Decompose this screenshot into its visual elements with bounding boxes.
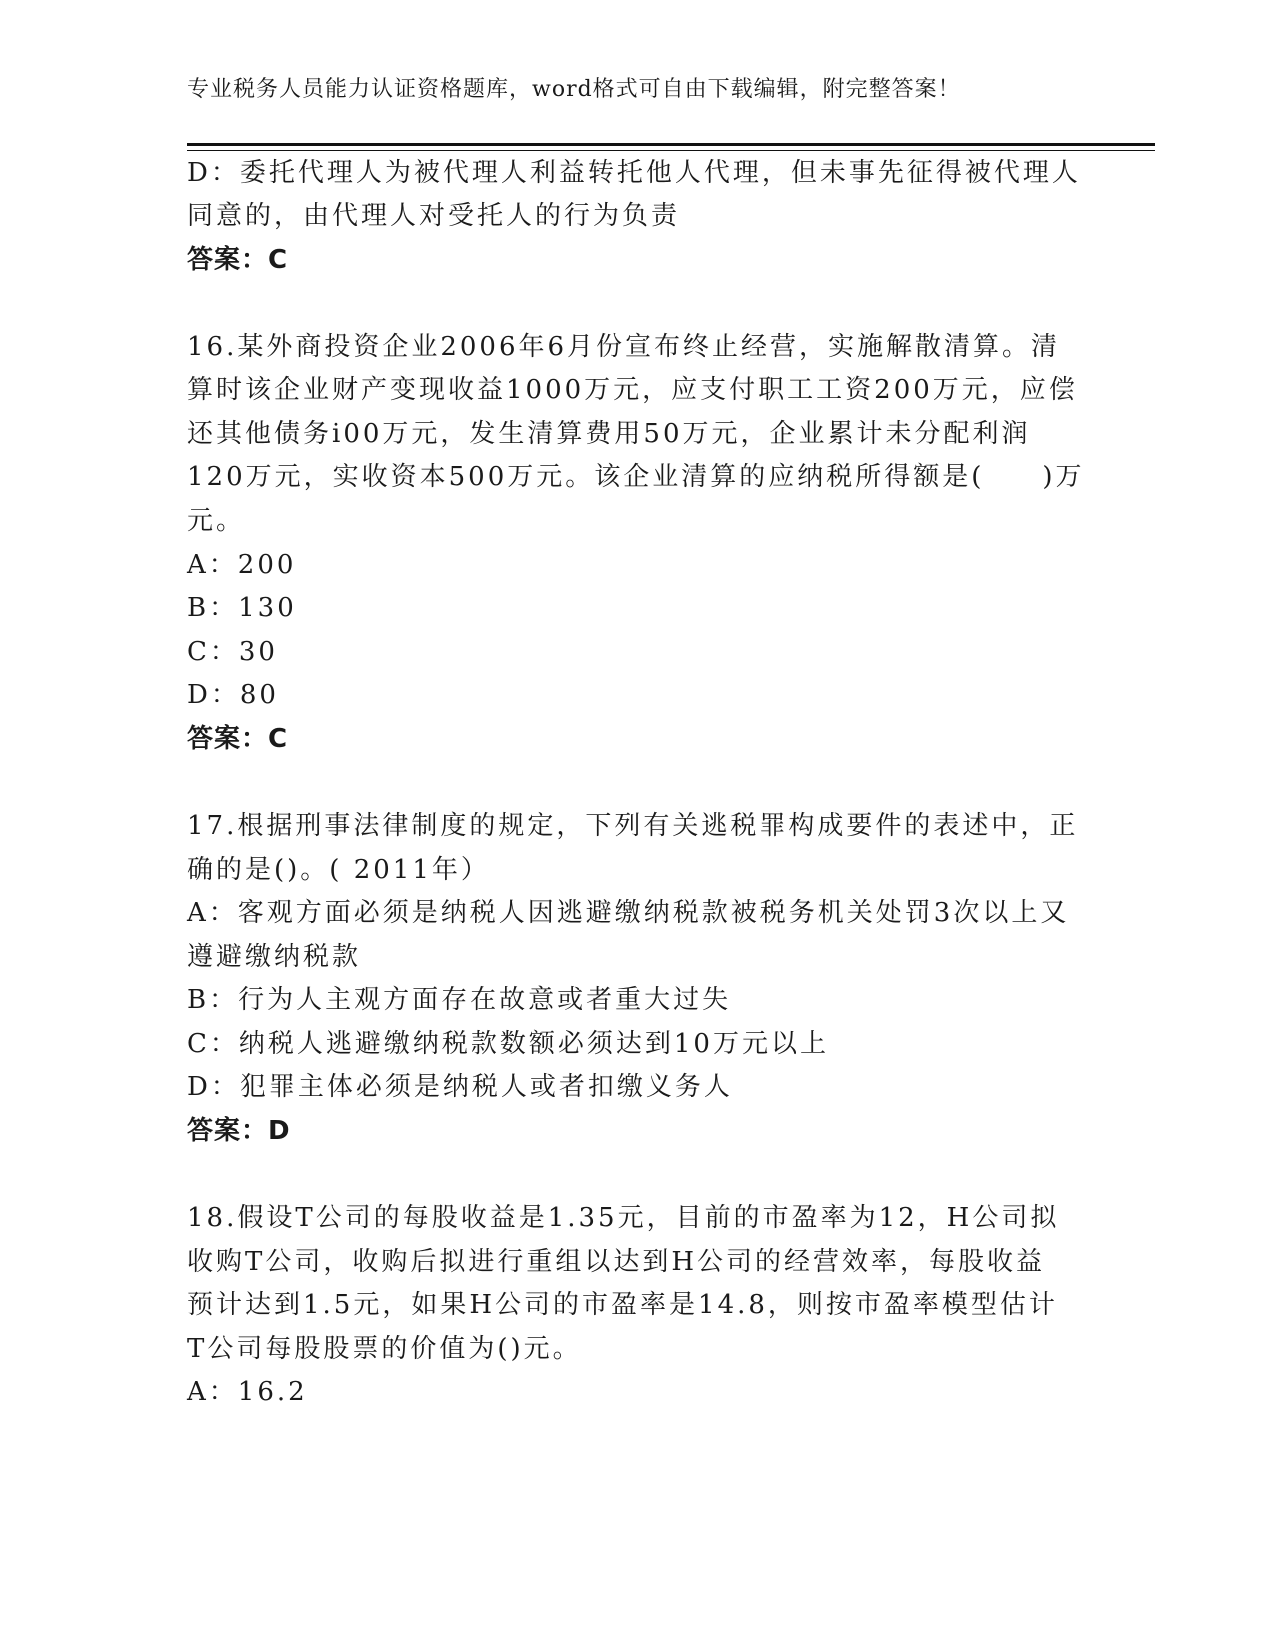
q18-stem-line-3: 预计达到1.5元，如果H公司的市盈率是14.8，则按市盈率模型估计 bbox=[187, 1290, 1058, 1320]
q18-option-a: A：16.2 bbox=[187, 1377, 308, 1407]
q17-option-b: B：行为人主观方面存在故意或者重大过失 bbox=[187, 985, 732, 1015]
q15-option-d-line-2: 同意的，由代理人对受托人的行为负责 bbox=[187, 201, 681, 231]
q17-answer: 答案：D bbox=[187, 1116, 291, 1146]
q17-option-c: C：纳税人逃避缴纳税款数额必须达到10万元以上 bbox=[187, 1029, 829, 1059]
q15-answer: 答案：C bbox=[187, 245, 289, 275]
q17-stem-line-2: 确的是()。( 2011年） bbox=[187, 855, 490, 885]
q17-stem-line-1: 17.根据刑事法律制度的规定，下列有关逃税罪构成要件的表述中，正 bbox=[187, 811, 1079, 841]
q15-option-d-line-1: D：委托代理人为被代理人利益转托他人代理，但未事先征得被代理人 bbox=[187, 158, 1081, 188]
header-rule-thin bbox=[187, 150, 1155, 151]
q18-stem-line-1: 18.假设T公司的每股收益是1.35元，目前的市盈率为12，H公司拟 bbox=[187, 1203, 1060, 1233]
q18-stem-line-4: T公司每股股票的价值为()元。 bbox=[187, 1334, 582, 1364]
q16-option-b: B：130 bbox=[187, 593, 297, 623]
q16-stem-line-4: 120万元，实收资本500万元。该企业清算的应纳税所得额是( )万 bbox=[187, 462, 1085, 492]
q17-option-d: D：犯罪主体必须是纳税人或者扣缴义务人 bbox=[187, 1072, 733, 1102]
q16-stem-line-3: 还其他债务i00万元，发生清算费用50万元，企业累计未分配利润 bbox=[187, 419, 1031, 449]
q18-stem-line-2: 收购T公司，收购后拟进行重组以达到H公司的经营效率，每股收益 bbox=[187, 1247, 1046, 1277]
q16-option-a: A：200 bbox=[187, 550, 297, 580]
q16-option-c: C：30 bbox=[187, 637, 278, 667]
q16-answer: 答案：C bbox=[187, 724, 289, 754]
q17-option-a-line-1: A：客观方面必须是纳税人因逃避缴纳税款被税务机关处罚3次以上又 bbox=[187, 898, 1070, 928]
q16-stem-line-1: 16.某外商投资企业2006年6月份宣布终止经营，实施解散清算。清 bbox=[187, 332, 1061, 362]
q16-option-d: D：80 bbox=[187, 680, 279, 710]
page-header: 专业税务人员能力认证资格题库，word格式可自由下载编辑，附完整答案！ bbox=[187, 77, 961, 102]
header-rule-thick bbox=[187, 143, 1155, 146]
q16-stem-line-2: 算时该企业财产变现收益1000万元，应支付职工工资200万元，应偿 bbox=[187, 375, 1078, 405]
q17-option-a-line-2: 遵避缴纳税款 bbox=[187, 942, 362, 972]
q16-stem-line-5: 元。 bbox=[187, 506, 246, 536]
